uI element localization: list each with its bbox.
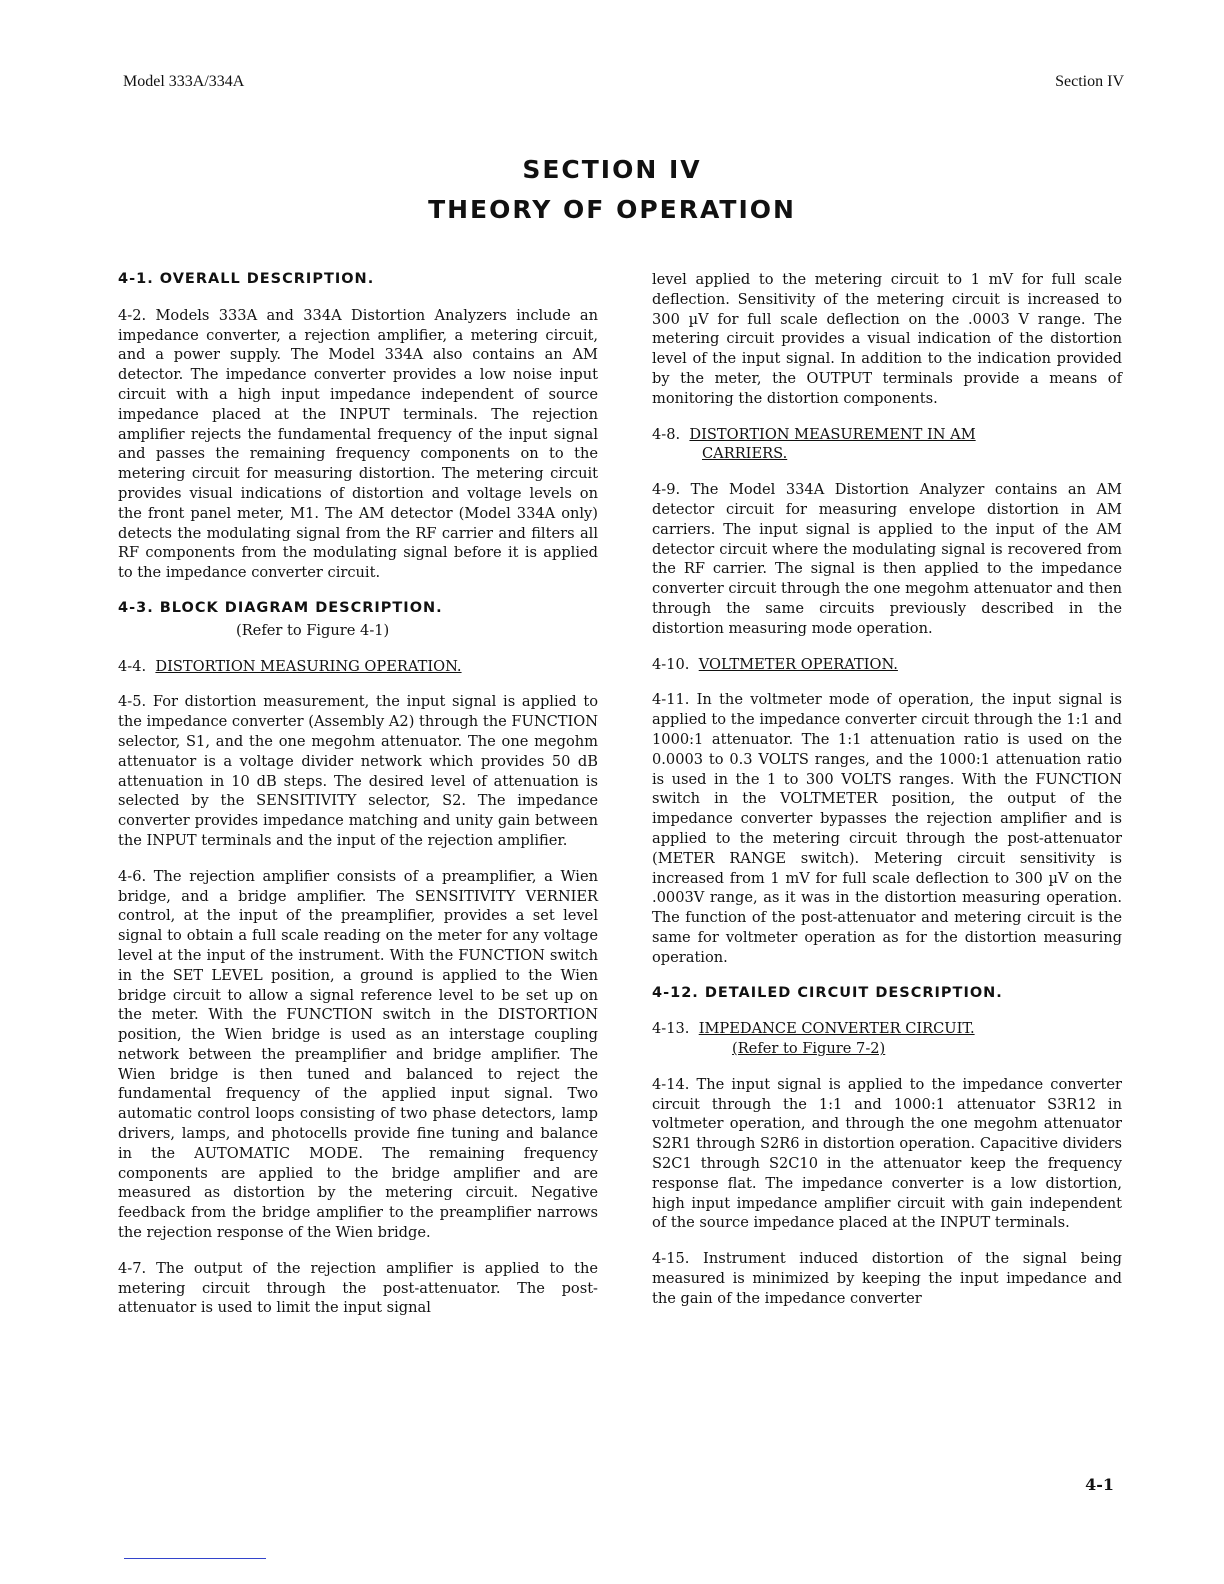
paragraph-4-9: 4-9. The Model 334A Distortion Analyzer contains an AM detector circuit for measuring envelope distortion in AM carriers. The input signal is applied to the input of the AM detector circuit where the modulating signal is recovered from the RF carrier. The signal is then applied to the impedance converter circuit through the one megohm attenuator and then through the same circuits previously described in the distortion measuring mode operation.: [652, 481, 1122, 637]
heading-4-4: 4-4. DISTORTION MEASURING OPERATION.: [118, 657, 462, 675]
heading-4-13-ref: (Refer to Figure 7-2): [732, 1040, 886, 1058]
paragraph-4-14: 4-14. The input signal is applied to the impedance converter circuit through the 1:1 and 1000:1 attenuator S3R12 in voltmeter operation, and through the one megohm attenuator S2R1 through S2R6 in distortion operation. Capacitive dividers S2C1 through S2C10 in the attenuator keep the frequency response flat. The impedance converter is a low distortion, high input impedance amplifier circuit with gain independent of the source impedance placed at the INPUT terminals.: [652, 1075, 1122, 1232]
section-title: SECTION IV: [522, 155, 702, 184]
section-subtitle: THEORY OF OPERATION: [428, 195, 796, 224]
heading-4-3-ref: (Refer to Figure 4-1): [236, 621, 390, 639]
heading-4-13: 4-13. IMPEDANCE CONVERTER CIRCUIT. (Refer to Figure 7-2): [652, 1019, 1122, 1059]
paragraph-4-6: 4-6. The rejection amplifier consists of a preamplifier, a Wien bridge, and a bridge amplifier. The SENSITIVITY VERNIER control, at the input of the preamplifier, provides a set level signal to obtain a full scale reading on the meter for any voltage level at the input of the instrument. With the FUNCTION switch in the SET LEVEL position, a ground is applied to the Wien bridge circuit to allow a signal reference level to be set up on the meter. With the FUNCTION switch in the DISTORTION position, the Wien bridge is used as an interstage coupling network between the preamplifier and bridge amplifier. The Wien bridge is then tuned and balanced to reject the fundamental frequency of the applied input signal. Two automatic control loops consisting of two phase detectors, lamp drivers, lamps, and photocells provide fine tuning and balance in the AUTOMATIC MODE. The remaining frequency components are applied to the bridge amplifier and are measured as distortion by the metering circuit. Negative feedback from the bridge amplifier to the preamplifier narrows the rejection response of the Wien bridge.: [118, 867, 598, 1242]
heading-4-8: 4-8. DISTORTION MEASUREMENT IN AM CARRIERS.: [652, 425, 976, 463]
paragraph-4-2: 4-2. Models 333A and 334A Distortion Analyzers include an impedance converter, a rejection amplifier, a metering circuit, and a power supply. The Model 334A also contains an AM detector. The impedance converter provides a low noise input circuit with a high input impedance independent of source impedance placed at the INPUT terminals. The rejection amplifier rejects the fundamental frequency of the input signal and passes the remaining frequency components on to the metering circuit for measuring distortion. The metering circuit provides visual indications of distortion and voltage levels on the front panel meter, M1. The AM detector (Model 334A only) detects the modulating signal from the RF carrier and filters all RF components from the modulating signal before it is applied to the impedance converter circuit.: [118, 306, 598, 582]
heading-4-1: 4-1. OVERALL DESCRIPTION.: [118, 271, 375, 287]
heading-4-12: 4-12. DETAILED CIRCUIT DESCRIPTION.: [652, 984, 1003, 1001]
heading-4-10: 4-10. VOLTMETER OPERATION.: [652, 655, 898, 673]
paragraph-4-11: 4-11. In the voltmeter mode of operation, the input signal is applied to the impedance converter circuit through the 1:1 and 1000:1 attenuator. The 1:1 attenuation ratio is used on the 0.0003 to 0.3 VOLTS ranges, and the 1000:1 attenuation ratio is used in the 1 to 300 VOLTS ranges. With the FUNCTION switch in the VOLTMETER position, the output of the impedance converter bypasses the rejection amplifier and is applied to the metering circuit through the post-attenuator (METER RANGE switch). Metering circuit sensitivity is increased from 1 mV for full scale deflection to 300 µV on the .0003V range, as it was in the distortion measuring operation. The function of the post-attenuator and metering circuit is the same for voltmeter operation as for the distortion measuring operation.: [652, 691, 1122, 966]
paragraph-4-15: 4-15. Instrument induced distortion of the signal being measured is minimized by keeping the input impedance and the gain of the impedance converter: [652, 1250, 1122, 1307]
header-section: Section IV: [1055, 73, 1124, 90]
header-model: Model 333A/334A: [123, 73, 245, 90]
footer-rule: [124, 1558, 266, 1559]
left-column: [118, 270, 598, 1334]
paragraph-4-7-continued: level applied to the metering circuit to 1 mV for full scale deflection. Sensitivity of the metering circuit is increased to 300 µV for full scale deflection on the .0003 V range. The metering circuit provides a visual indication of the distortion level of the input signal. In addition to the indication provided by the meter, the OUTPUT terminals provide a means of monitoring the distortion components.: [652, 271, 1122, 407]
heading-4-3: 4-3. BLOCK DIAGRAM DESCRIPTION.: [118, 599, 443, 616]
right-column: [652, 270, 1122, 1325]
paragraph-4-7: 4-7. The output of the rejection amplifier is applied to the metering circuit through the post-attenuator. The post-attenuator is used to limit the input signal: [118, 1259, 598, 1317]
paragraph-4-5: 4-5. For distortion measurement, the input signal is applied to the impedance converter (Assembly A2) through the FUNCTION selector, S1, and the one megohm attenuator. The one megohm attenuator is a voltage divider network which provides 50 dB attenuation in 10 dB steps. The desired level of attenuation is selected by the SENSITIVITY selector, S2. The impedance converter provides impedance matching and unity gain between the INPUT terminals and the input of the rejection amplifier.: [118, 693, 598, 849]
page-number: 4-1: [1085, 1475, 1114, 1494]
